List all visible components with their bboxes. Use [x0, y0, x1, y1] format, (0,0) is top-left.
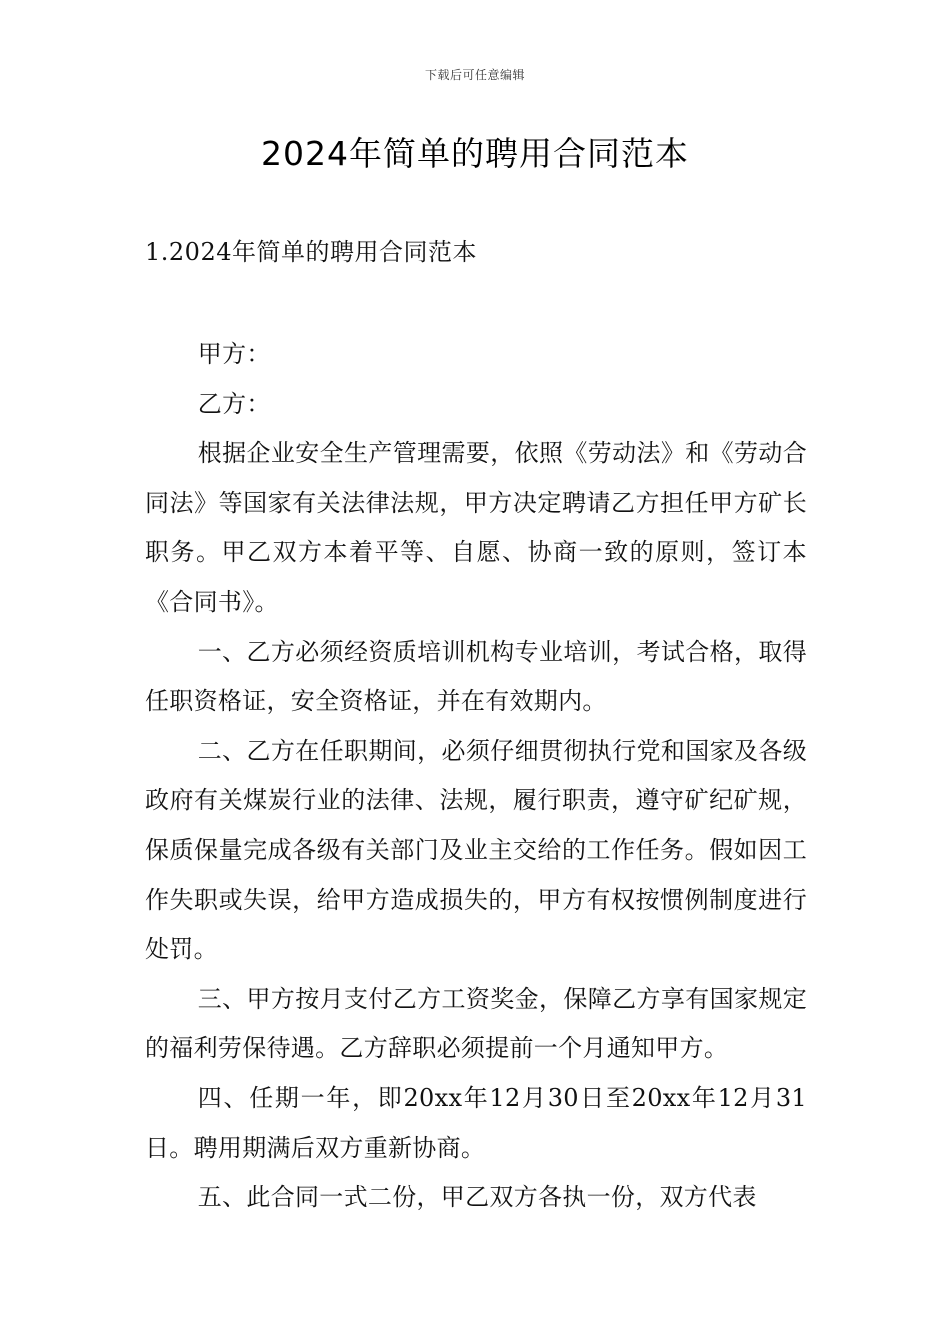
- paragraph-clause-4: 四、任期一年，即20xx年12月30日至20xx年12月31日。聘用期满后双方重新协商。: [145, 1083, 807, 1162]
- header-note: 下载后可任意编辑: [424, 68, 525, 82]
- party-a-line: 甲方：: [197, 340, 271, 368]
- paragraph-clause-5: 五、此合同一式二份，甲乙双方各执一份，双方代表: [197, 1183, 757, 1212]
- paragraph-clause-1: 一、乙方必须经资质培训机构专业培训，考试合格，取得任职资格证，安全资格证，并在有效期内。: [145, 637, 807, 716]
- paragraph-clause-3: 三、甲方按月支付乙方工资奖金，保障乙方享有国家规定的福利劳保待遇。乙方辞职必须提前一个月通知甲方。: [145, 984, 807, 1063]
- section-heading: 1.2024年简单的聘用合同范本: [145, 238, 477, 266]
- paragraph-preamble: 根据企业安全生产管理需要，依照《劳动法》和《劳动合同法》等国家有关法律法规，甲方决定聘请乙方担任甲方矿长职务。甲乙双方本着平等、自愿、协商一致的原则，签订本《合同书》。: [145, 439, 807, 616]
- contract-body: [145, 330, 807, 1223]
- document-title: 2024年简单的聘用合同范本: [261, 134, 689, 173]
- party-b-line: 乙方：: [197, 389, 271, 418]
- paragraph-clause-2: 二、乙方在任职期间，必须仔细贯彻执行党和国家及各级政府有关煤炭行业的法律、法规，履行职责，遵守矿纪矿规，保质保量完成各级有关部门及业主交给的工作任务。假如因工作失职或失误，给甲方造成损失的，甲方有权按惯例制度进行处罚。: [145, 736, 807, 964]
